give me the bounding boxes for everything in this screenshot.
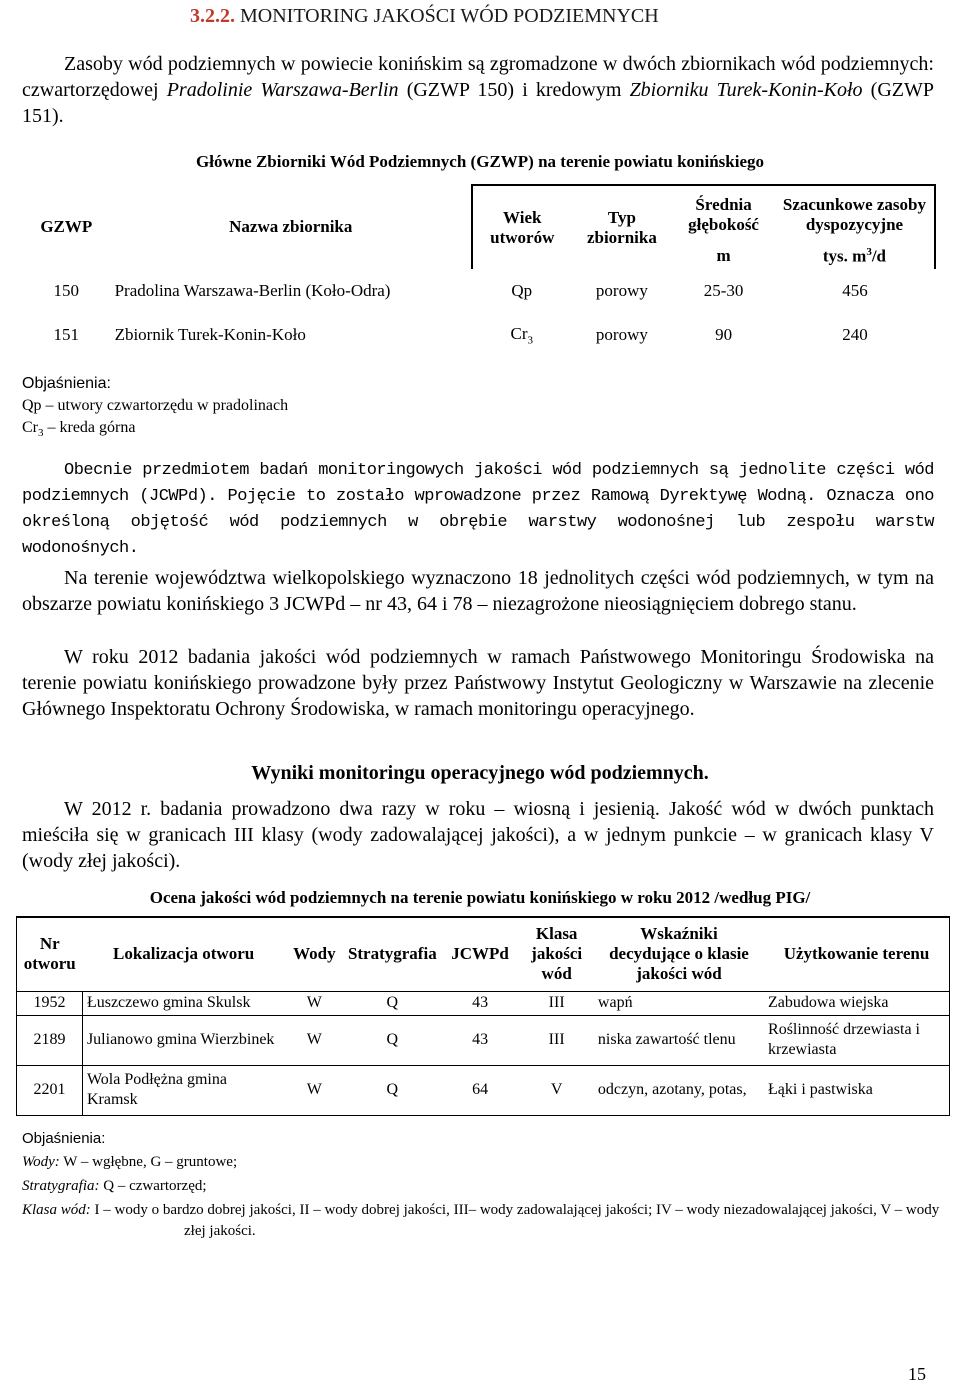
para-wielkopolska: Na terenie województwa wielkopolskiego wyznaczono 18 jednolitych części wód podziemnych, w tym na obszarze powiatu konińskiego 3 JCWPd – nr 43, 64 i 78 – niezagrożone nieosiągnięciem dobrego stanu. — [22, 567, 934, 615]
th-water: Wody — [293, 944, 336, 964]
cell-jcwpd: 43 — [472, 994, 489, 1011]
cell-gzwp: 151 — [53, 325, 80, 344]
quality-table — [16, 916, 950, 1116]
cell-location: Łuszczewo gmina Skulsk — [82, 991, 284, 1015]
intro-italic-1: Pradolinie Warszawa-Berlin — [166, 79, 399, 101]
cell-jcwpd: 64 — [472, 1081, 489, 1098]
cell-res: 240 — [842, 325, 868, 344]
cell-location: Julianowo gmina Wierzbinek — [82, 1015, 284, 1065]
page-number: 15 — [908, 1364, 926, 1384]
notes2-title: Objaśnienia: — [22, 1130, 106, 1147]
th-jcwpd: JCWPd — [451, 944, 509, 964]
th-resources: Szacunkowe zasoby dyspozycyjne — [775, 185, 935, 243]
cell-water: W — [306, 994, 322, 1011]
cell-gzwp: 150 — [53, 281, 80, 300]
section-number: 3.2.2. — [190, 5, 235, 27]
results-heading: Wyniki monitoringu operacyjnego wód podziemnych. — [251, 762, 709, 784]
table2-row — [17, 991, 950, 1015]
notes1-line1: Qp – utwory czwartorzędu w pradolinach — [22, 397, 289, 414]
cell-land-use: Roślinność drzewiasta i krzewiasta — [764, 1015, 949, 1065]
cell-land-use: Łąki i pastwiska — [764, 1065, 949, 1115]
cell-water: W — [306, 1031, 322, 1048]
cell-nr: 1952 — [17, 991, 83, 1015]
th-location: Lokalizacja otworu — [113, 944, 255, 964]
th-indicators: Wskaźniki decydujące o klasie jakości wód — [609, 924, 749, 984]
section-heading — [190, 5, 659, 28]
intro-italic-2: Zbiorniku Turek-Konin-Koło — [629, 79, 863, 101]
notes2-wody: Wody: W – wgłębne, G – gruntowe; — [22, 1154, 238, 1170]
cell-indicators: odczyn, azotany, potas, — [597, 1081, 747, 1098]
cell-name: Zbiornik Turek-Konin-Koło — [114, 325, 306, 344]
notes1-title: Objaśnienia: — [22, 375, 111, 392]
th-resources-unit: tys. $m^3/d$ — [775, 243, 935, 269]
cell-strat: Q — [386, 1031, 399, 1048]
table2-row — [17, 1065, 950, 1115]
cell-type: porowy — [595, 325, 648, 344]
th-class: Klasa jakości wód — [531, 924, 583, 984]
th-depth: Średnia głębokość — [672, 185, 775, 243]
cell-class: III — [548, 1031, 565, 1048]
cell-res: 456 — [842, 281, 868, 300]
table1-row — [22, 269, 935, 313]
th-depth-unit: m — [716, 246, 731, 265]
cell-class: V — [550, 1081, 563, 1098]
cell-type: porowy — [595, 281, 648, 300]
intro-text-3: (GZWP 151). — [22, 79, 934, 127]
cell-age: Qp — [511, 281, 533, 300]
th-land-use: Użytkowanie terenu — [764, 917, 949, 991]
cell-indicators: niska zawartość tlenu — [597, 1031, 736, 1048]
th-nr: Nr otworu — [17, 917, 83, 991]
table2-notes — [22, 1128, 952, 1242]
intro-paragraph — [22, 51, 934, 129]
cell-land-use: Zabudowa wiejska — [764, 991, 949, 1015]
th-type: Typ zbiornika — [572, 185, 673, 269]
para-jcwpd: Obecnie przedmiotem badań monitoringowych jakości wód podziemnych są jednolite części wód podziemnych (JCWPd). Pojęcie to zostało wprowadzone przez Ramową Dyrektywę Wodną. Oznacza ono określoną objętość wód podziemnych w obrębie warstwy wodonośnej lub zespołu warstw wodonośnych. — [22, 461, 934, 558]
cell-location: Wola Podłężna gmina Kramsk — [82, 1065, 284, 1115]
cell-name: Pradolina Warszawa-Berlin (Koło-Odra) — [114, 281, 391, 300]
cell-water: W — [306, 1081, 322, 1098]
th-strat: Stratygrafia — [347, 944, 437, 964]
table1-row — [22, 313, 935, 357]
cell-depth: 90 — [715, 325, 733, 344]
intro-text-2: (GZWP 150) i kredowym — [398, 79, 630, 101]
th-name: Nazwa zbiornika — [111, 185, 472, 269]
cell-depth: 25-30 — [703, 281, 744, 300]
cell-age: $Cr_3$ — [510, 323, 533, 347]
table1-notes — [22, 373, 288, 444]
para-results: W 2012 r. badania prowadzono dwa razy w roku – wiosną i jesienią. Jakość wód w dwóch punktach mieściła się w granicach III klasy (wody zadowalającej jakości), a w jednym punkcie – w granicach klasy V (wody złej jakości). — [22, 798, 934, 872]
notes2-klasa: Klasa wód: I – wody o bardzo dobrej jakości, II – wody dobrej jakości, III– wody zadowalającej jakości; IV – wody niezadowalającej jakości, V – wody złej jakości. — [22, 1202, 940, 1239]
cell-indicators: wapń — [597, 994, 633, 1011]
cell-strat: Q — [386, 994, 399, 1011]
table1-caption: Główne Zbiorniki Wód Podziemnych (GZWP) na terenie powiatu konińskiego — [196, 152, 764, 171]
cell-nr: 2189 — [17, 1015, 83, 1065]
table2-caption: Ocena jakości wód podziemnych na terenie powiatu konińskiego w roku 2012 /według PIG/ — [149, 888, 811, 907]
section-title: MONITORING JAKOŚCI WÓD PODZIEMNYCH — [240, 5, 659, 27]
notes1-line2: $Cr_3$ – kreda górna — [22, 419, 136, 440]
intro-text-1: Zasoby wód podziemnych w powiecie konińskim są zgromadzone w dwóch zbiornikach wód podziemnych: czwartorzędowej — [22, 53, 934, 101]
th-gzwp: GZWP — [40, 217, 93, 236]
para-2012-research: W roku 2012 badania jakości wód podziemnych w ramach Państwowego Monitoringu Środowiska na terenie powiatu konińskiego prowadzone były przez Państwowy Instytut Geologiczny w Warszawie na zlecenie Głównego Inspektoratu Ochrony Środowiska, w ramach monitoringu operacyjnego. — [22, 646, 934, 720]
cell-class: III — [548, 994, 565, 1011]
gzwp-table — [22, 184, 936, 357]
table2-row — [17, 1015, 950, 1065]
th-age: Wiek utworów — [472, 185, 572, 269]
cell-strat: Q — [386, 1081, 399, 1098]
cell-nr: 2201 — [17, 1065, 83, 1115]
notes2-strat: Stratygrafia: Q – czwartorzęd; — [22, 1178, 207, 1194]
cell-jcwpd: 43 — [472, 1031, 489, 1048]
